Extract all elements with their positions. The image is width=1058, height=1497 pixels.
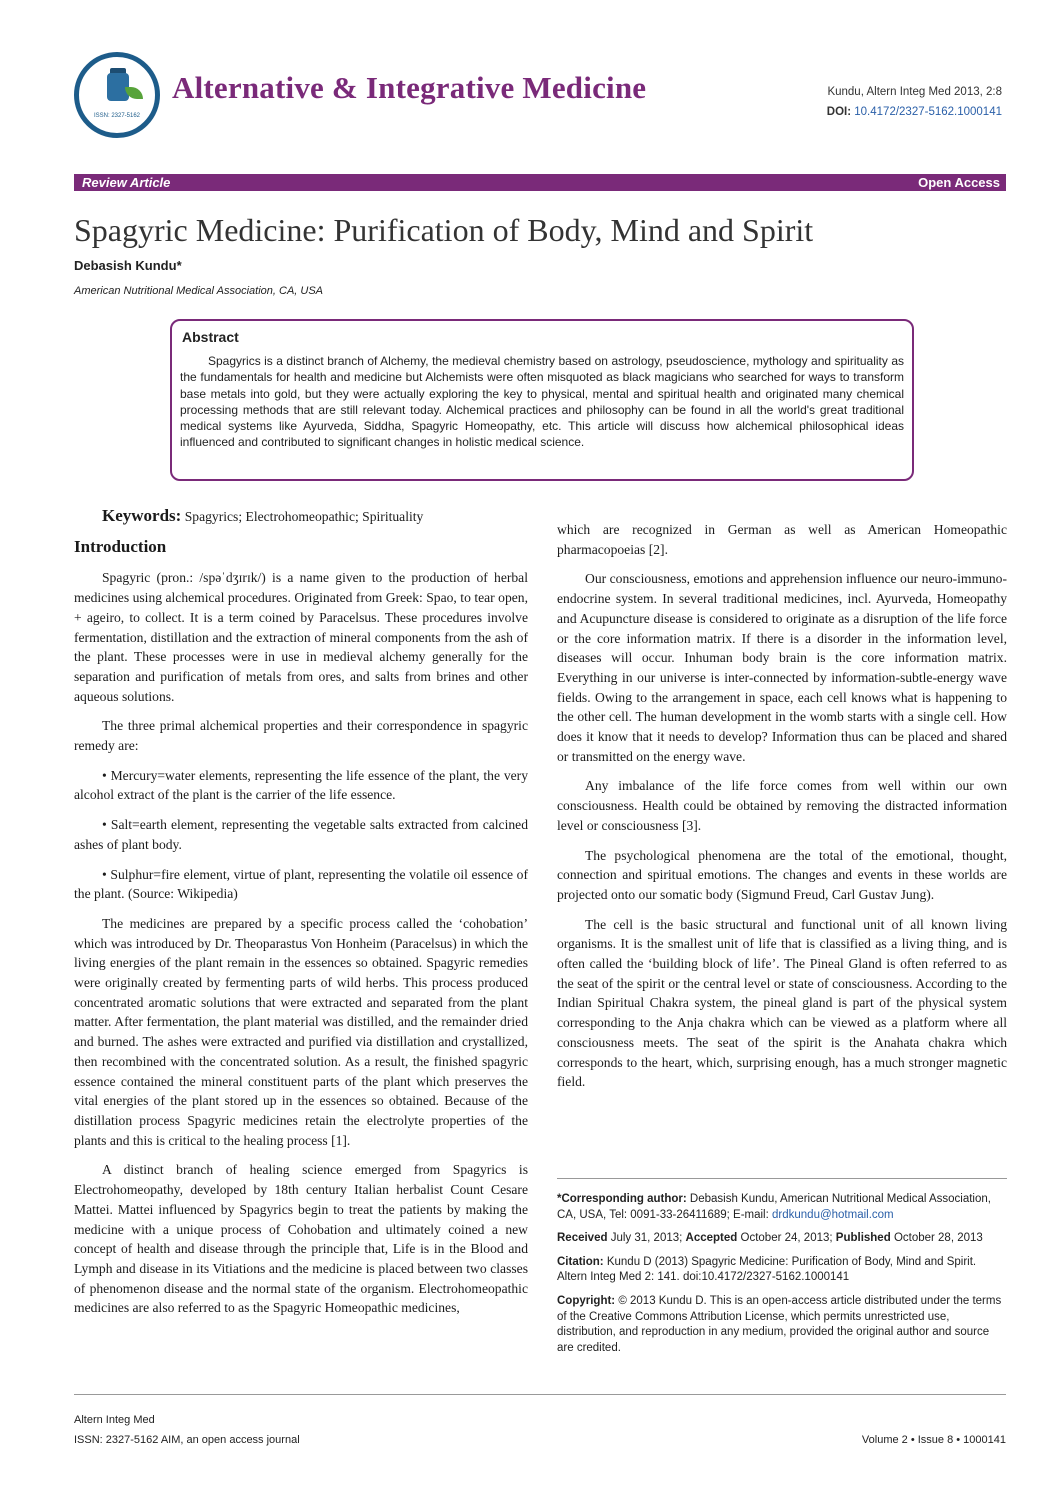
open-access-label: Open Access bbox=[918, 175, 1000, 190]
doi-header bbox=[827, 106, 1002, 118]
citation-label: Citation: bbox=[557, 1255, 604, 1268]
list-item: • Sulphur=fire element, virtue of plant, representing the volatile oil essence of the plant. (Source: Wikipedia) bbox=[74, 866, 528, 902]
list-item: • Mercury=water elements, representing the life essence of the plant, the very alcohol extract of the plant is the carrier of the life essence. bbox=[74, 767, 528, 803]
article-notes bbox=[557, 1192, 1007, 1364]
affiliation: American Nutritional Medical Association, CA, USA bbox=[74, 285, 324, 297]
doi-label: DOI: bbox=[826, 106, 852, 118]
citation-header: Kundu, Altern Integ Med 2013, 2:8 bbox=[827, 86, 1002, 98]
citation-text: Kundu D (2013) Spagyric Medicine: Purification of Body, Mind and Spirit. Altern Integ Med 2: 141. doi:10.4172/2327-5162.1000141 bbox=[557, 1255, 977, 1284]
citation bbox=[557, 1255, 1007, 1286]
doi-link[interactable]: 10.4172/2327-5162.1000141 bbox=[854, 106, 1002, 118]
corr-text: Debasish Kundu, American Nutritional Medical Association, CA, USA, Tel: 0091-33-26411689; E-mail: bbox=[557, 1193, 991, 1221]
published-label: Published bbox=[835, 1232, 891, 1245]
paragraph: Our consciousness, emotions and apprehension influence our neuro-immuno-endocrine system. In several traditional medicines, incl. Ayurveda, Homeopathy and Acupuncture disease is considered to originate as a disruption of the life force or the core information matrix. If there is a disorder in the information level, diseases will occur. Inhuman body brain is the core information matrix. Everything in our universe is inter-connected by information-subtle-energy wave fields. Owing to the arrangement in space, each cell knows what is happening to the other cell. The human development in the womb starts with a single cell. How does it know that it needs to develop? Information thus can be placed and shared or transmitted on the energy wave. bbox=[557, 571, 1007, 764]
keywords-text: Spagyrics; Electrohomeopathic; Spirituality bbox=[184, 509, 424, 524]
footer-divider bbox=[74, 1394, 1006, 1395]
paragraph: The cell is the basic structural and functional unit of all known living organisms. It is the smallest unit of life that is classified as a living thing, and is often called the ‘building block of life’. The Pineal Gland is often referred to as the seat of the spirit or the central level or state of consciousness. According to the Indian Spiritual Chakra system, the pineal gland is part of the physical system corresponding to the Anja chakra which can be viewed as a platform where all consciousness meets. The seat of the spirit is the Anahata chakra which corresponds to the heart, which, surprising enough, has a much stronger magnetic field. bbox=[557, 916, 1007, 1090]
corr-label: *Corresponding author: bbox=[557, 1193, 687, 1205]
article-type-bar bbox=[74, 174, 1006, 191]
abstract-heading: Abstract bbox=[182, 329, 239, 345]
paragraph: The psychological phenomena are the total of the emotional, thought, connection and spiritual emotions. The changes and events in these worlds are projected onto our somatic body (Sigmund Freud, Carl Gustav Jung). bbox=[557, 847, 1007, 902]
paragraph: A distinct branch of healing science emerged from Spagyrics is Electrohomeopathy, developed by 18th century Italian herbalist Count Cesare Mattei. Mattei influenced by Spagyrics begin to treat the patients by making the medicine with a unique process of Cohobation and ultimately coined a new concept of health and disease through the principle that, Life is in the Blood and Lymph and disease in its Vitiations and the medicine is placed between two classes of phenomenon disease and the normal state of the organism. Electrohomeopathic medicines are also referred to as the Spagyric Homeopathic medicines, bbox=[74, 1162, 528, 1316]
paragraph: Spagyric (pron.: /spəˈdʒɪrɪk/) is a name given to the production of herbal medicines using alchemical procedures. Originated from Greek: Spao, to tear open, + ageiro, to collect. It is a term coined by Paracelsus. These procedures involve fermentation, distillation and the extraction of mineral components from the ash of the plant. These processes were in use in medieval alchemy generally for the separation and purification of metals from ores, and salts from brines and other aqueous solutions. bbox=[74, 570, 528, 704]
list-item: • Salt=earth element, representing the vegetable salts extracted from calcined ashes of plant body. bbox=[74, 817, 528, 852]
dates bbox=[557, 1231, 1007, 1247]
column-left bbox=[74, 506, 528, 1328]
author: Debasish Kundu* bbox=[74, 258, 182, 273]
copyright-label: Copyright: bbox=[557, 1294, 616, 1307]
abstract-box bbox=[170, 319, 914, 481]
notes-divider bbox=[557, 1178, 1007, 1179]
article-type: Review Article bbox=[82, 175, 171, 190]
received-label: Received bbox=[557, 1232, 608, 1245]
copyright-text: © 2013 Kundu D. This is an open-access article distributed under the terms of the Creative Commons Attribution License, which permits unrestricted use, distribution, and reproduction in any medium, provided the original author and source are credited. bbox=[557, 1294, 1002, 1354]
keywords-label: Keywords: bbox=[102, 506, 182, 525]
accepted-date: October 24, 2013; bbox=[740, 1232, 833, 1245]
paragraph: Any imbalance of the life force comes from well within our own consciousness. Health could be obtained by removing the distracted information level or consciousness [3]. bbox=[557, 778, 1007, 833]
keywords bbox=[74, 506, 528, 527]
column-right bbox=[557, 520, 1007, 1102]
journal-title: Alternative & Integrative Medicine bbox=[172, 70, 647, 105]
footer-volume: Volume 2 • Issue 8 • 1000141 bbox=[861, 1434, 1006, 1446]
paragraph: The medicines are prepared by a specific process called the ‘cohobation’ which was introduced by Dr. Theoparastus Von Honheim (Paracelsus) in which the living energies of the plant remain in the essences so obtained. Spagyric remedies were originally created by fermenting parts of wild herbs. This process produced concentrated aromatic solutions that were extracted and separated from the plant matter. After fermentation, the plant material was distilled, and the remainder dried and burned. The ashes were extracted and purified via distillation and crystallized, then recombined with the concentrated solution. As a result, the finished spagyric essence contained the mineral constituent parts of the plant which preserves the vital energies of the plant stored up in the essences so obtained. Because of the distillation process Spagyric medicines retain the electrolyte properties of the plants and this is critical to the healing process [1]. bbox=[74, 915, 528, 1148]
copyright bbox=[557, 1294, 1007, 1356]
accepted-label: Accepted bbox=[685, 1232, 738, 1245]
article-title: Spagyric Medicine: Purification of Body, Mind and Spirit bbox=[74, 212, 814, 248]
footer-journal: Altern Integ Med bbox=[74, 1414, 155, 1426]
paragraph: which are recognized in German as well as American Homeopathic pharmacopoeias [2]. bbox=[557, 522, 1007, 557]
email-link[interactable]: drdkundu@hotmail.com bbox=[772, 1208, 894, 1221]
section-heading-introduction: Introduction bbox=[74, 536, 167, 556]
published-date: October 28, 2013 bbox=[893, 1232, 983, 1245]
received-date: July 31, 2013; bbox=[610, 1232, 683, 1245]
logo-issn: ISSN: 2327-5162 bbox=[93, 113, 141, 119]
footer-issn: ISSN: 2327-5162 AIM, an open access journal bbox=[74, 1434, 300, 1446]
corresponding-author bbox=[557, 1192, 1007, 1223]
abstract-text: Spagyrics is a distinct branch of Alchemy, the medieval chemistry based on astrology, pseudoscience, mythology and spirituality as the fundamentals for health and medicine but Alchemists were often misquoted as black magicians who searched for ways to transform base metals into gold, but they were actually exploring the key to physical, mental and spiritual health and originated many chemical processing methods that are still relevant today. Alchemical practices and philosophy can be found in all the world's great traditional medical systems like Ayurveda, Siddha, Spagyric Homeopathy, etc. This article will discuss how alchemical philosophical ideas influenced and contributed to significant changes in holistic medical science. bbox=[180, 354, 904, 450]
journal-logo bbox=[74, 52, 160, 138]
paragraph: The three primal alchemical properties and their correspondence in spagyric remedy are: bbox=[74, 718, 528, 754]
